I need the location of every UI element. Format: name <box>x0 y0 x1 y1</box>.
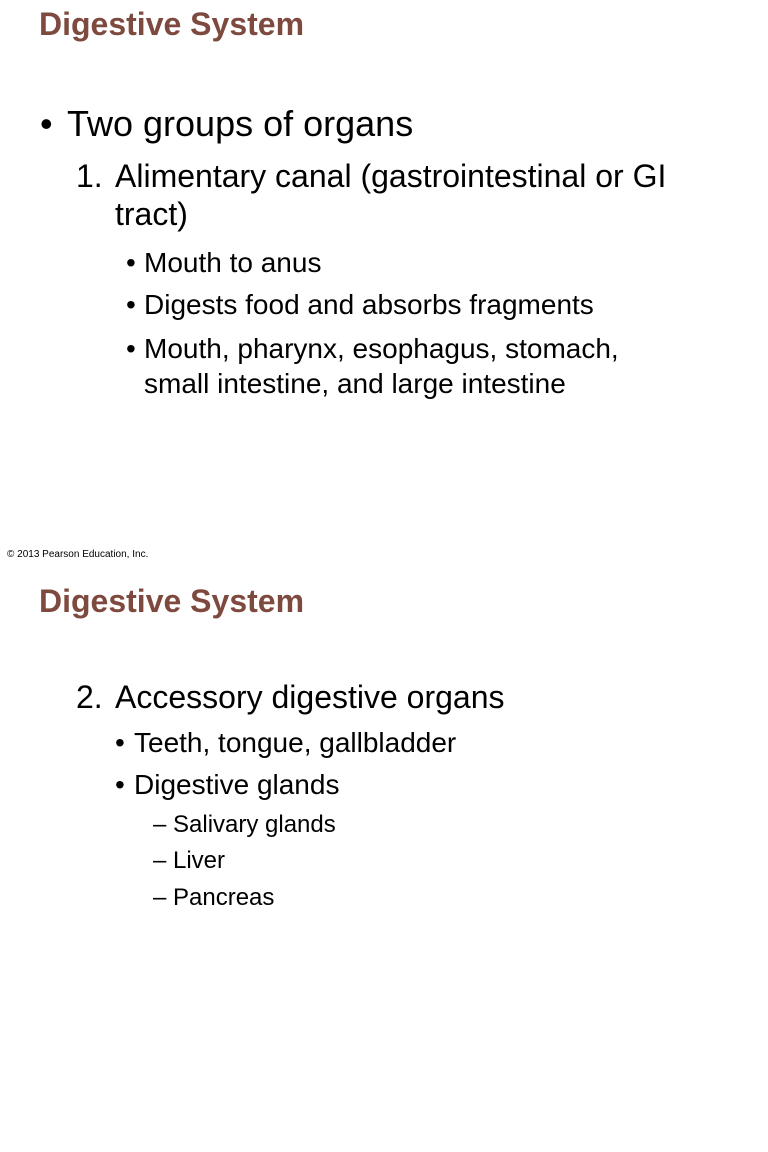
item-text: Accessory digestive organs <box>115 679 505 715</box>
item-text-line-2: tract) <box>115 196 188 232</box>
main-point-text: Two groups of organs <box>67 103 414 144</box>
bullet-icon: • <box>126 247 136 278</box>
bullet-icon: • <box>115 769 125 800</box>
bullet-icon: • <box>40 103 53 144</box>
copyright-notice: © 2013 Pearson Education, Inc. <box>7 549 149 560</box>
item-text-line-1: Alimentary canal (gastrointestinal or GI <box>115 158 667 194</box>
dash-icon: – <box>153 811 167 838</box>
bullet-icon: • <box>126 289 136 320</box>
gland-text: Salivary glands <box>173 811 336 838</box>
item-number: 2. <box>76 679 103 715</box>
item-number: 1. <box>76 158 103 194</box>
bullet-icon: • <box>126 333 136 364</box>
gland-text: Liver <box>173 847 226 874</box>
slide-title: Digestive System <box>39 6 305 42</box>
sub-point-text-line-2: small intestine, and large intestine <box>144 368 566 399</box>
sub-point-text: Teeth, tongue, gallbladder <box>134 727 457 758</box>
gland-text: Pancreas <box>173 884 275 911</box>
sub-point-text: Digestive glands <box>134 769 340 800</box>
bullet-icon: • <box>115 727 125 758</box>
sub-point-text: Digests food and absorbs fragments <box>144 289 594 320</box>
sub-point-text: Mouth to anus <box>144 247 322 278</box>
slide-title: Digestive System <box>39 583 305 619</box>
sub-point-text-line-1: Mouth, pharynx, esophagus, stomach, <box>144 333 619 364</box>
slide-2 <box>0 576 768 1152</box>
dash-icon: – <box>153 884 167 911</box>
dash-icon: – <box>153 847 167 874</box>
